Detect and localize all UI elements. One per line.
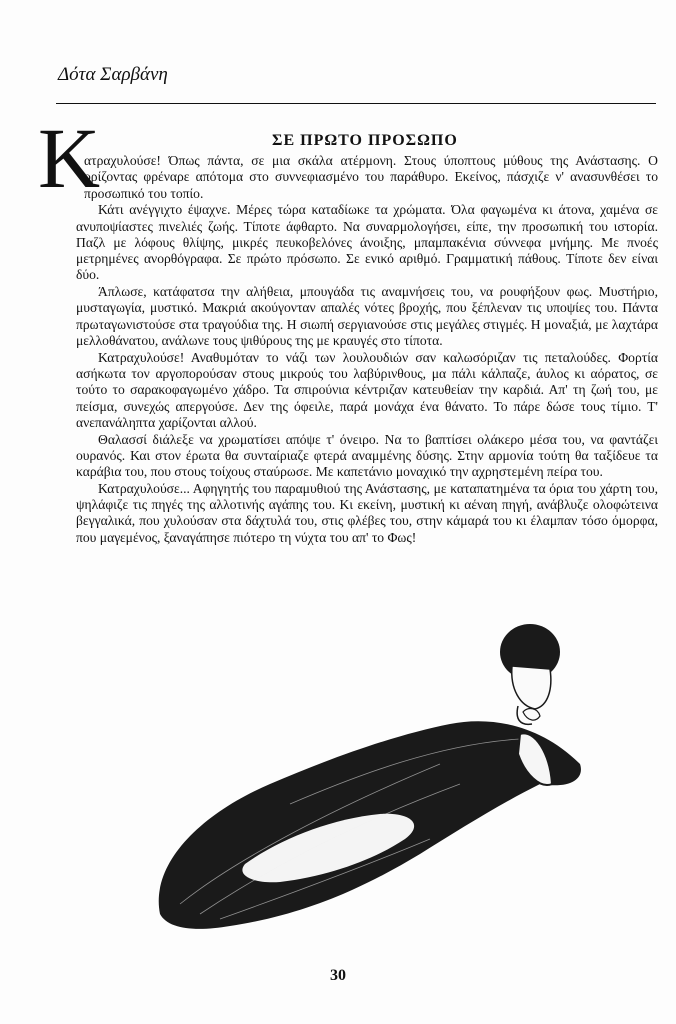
paragraph-4: Κατραχυλούσε! Αναθυμόταν το νάζι των λουλουδιών σαν καλωσόριζαν τις πεταλούδες. Φορτία ασήκωτα τον αργοπορούσαν στους μικρούς του λαβύρινθους, μα πάλι κάλπαζε, άυλος κι αόρατος, σε τούτο το σαρακοφαγωμένο χάδρο. Τα σπιρούνια κέντριζαν κατευθείαν την καρδιά. Απ' τη ζωή του, με πείσμα, συνεχώς απεργούσε. Δεν της όφειλε, παρά μονάχα ένα θάνατο. Το πάρε δώσε τους τίμιο. Τ' ανεπανάληπτα χαρίζονται αλλού. <box>76 349 658 430</box>
author-name: Δότα Σαρβάνη <box>58 64 168 85</box>
drop-cap: Κ <box>38 110 101 206</box>
page-number: 30 <box>330 967 346 984</box>
reclining-woman-illustration <box>140 614 600 934</box>
paragraph-2: Κάτι ανέγγιχτο έψαχνε. Μέρες τώρα καταδίωκε τα χρώματα. Όλα φαγωμένα κι άτονα, χαμένα σε ανυποψίαστες πινελιές ζωής. Τίποτε άφθαρτο. Να συναρμολογήσει, είπε, την προσωπική του ιστορία. Παζλ με λόφους θλίψης, μικρές πευκοβελόνες άνοιξης, μπαμπακένια σύννεφα μνήμης. Με πνοές μετρημένες ανορθόγραφα. Σε πρώτο πρόσωπο. Σε ενικό αριθμό. Γραμματική πάθους. Τίποτε δεν είναι δύο. <box>76 202 658 283</box>
paragraph-3: Άπλωσε, κατάφατσα την αλήθεια, μπουγάδα τις αναμνήσεις του, να ρουφήξουν φως. Μυστήριο, μυσταγωγία, μυστικό. Μακριά ακούγονταν απαλές νότες βροχής, που ξέπλεναν τις υποψίες του. Πάντα πρωταγωνιστούσε στα τραγούδια της. Η σιωπή σεργιανούσε στις μεγάλες στιγμές. Η μοναξιά, με λαχτάρα μελλοθάνατου, ανάλωνε τους ψιθύρους της με κραυγές στο τίποτα. <box>76 284 658 349</box>
paragraph-6: Κατραχυλούσε... Αφηγητής του παραμυθιού της Ανάστασης, με καταπατημένα τα όρια του χάρτη του, ψηλάφιζε τις πηγές της αλλοτινής αγάπης του. Κι εκείνη, μυστική κι αέναη πηγή, ανάβλυζε ολοφώτεινα βεγγαλικά, που χυλούσαν στα δάχτυλά του, στις φλέβες του, στην κάμαρά του κι έλαμπαν τόσο όμορφα, που μαγεμένος, ξαναγάπησε πιότερο τη νύχτα του απ' το Φως! <box>76 480 658 545</box>
header-rule <box>56 103 656 104</box>
article-body <box>76 153 658 546</box>
paragraph-5: Θαλασσί διάλεξε να χρωματίσει απόψε τ' όνειρο. Να το βαπτίσει ολάκερο μέσα του, να φαντάζει ουρανός. Και στον έρωτα θα συνταίριαζε φτερά αναμμένης δύσης. Στην αρμονία τούτη θα ταξίδευε τα καράβια του, που στους τοίχους σταύρωσε. Με καπετάνιο μοναχικό την αχρηστεμένη πείρα του. <box>76 431 658 480</box>
paragraph-1: ατραχυλούσε! Όπως πάντα, σε μια σκάλα ατέρμονη. Στους ύποπτους μύθους της Ανάστασης. Ο ορίζοντας φρέναρε απότομα στο συννεφιασμένο του παράθυρο. Εκείνος, πάσχιζε ν' ανασυνθέσει το προσωπικό του τοπίο. <box>84 153 658 201</box>
article-title: ΣΕ ΠΡΩΤΟ ΠΡΟΣΩΠΟ <box>272 132 458 149</box>
